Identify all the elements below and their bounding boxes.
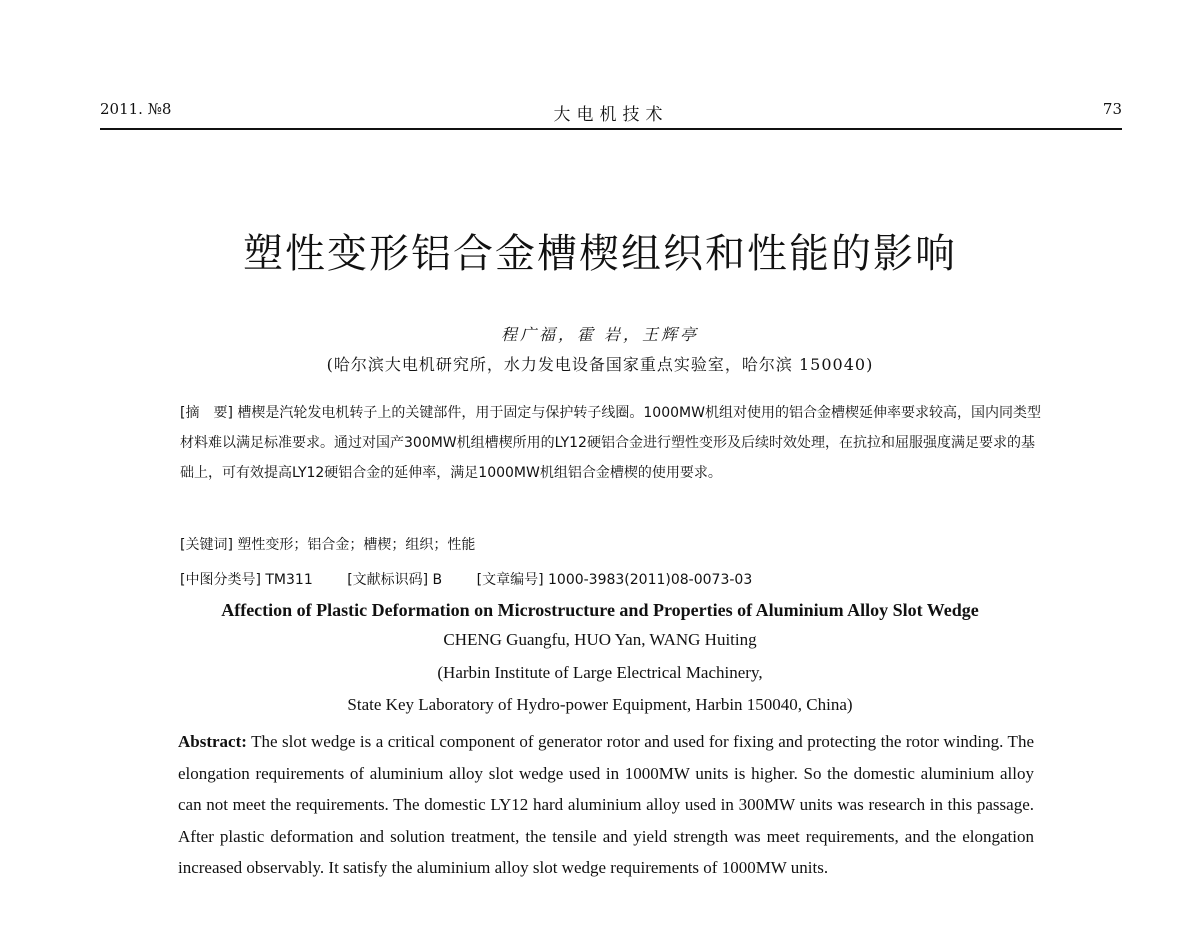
- abstract-en: [178, 726, 1034, 884]
- keywords-cn-text: 塑性变形；铝合金；槽楔；组织；性能: [237, 537, 476, 553]
- header-rule: [100, 128, 1122, 130]
- paper-title-en: Affection of Plastic Deformation on Microstructure and Properties of Aluminium Alloy Slot Wedge: [221, 600, 979, 620]
- running-header: [100, 100, 1122, 126]
- abstract-cn-text: 槽楔是汽轮发电机转子上的关键部件，用于固定与保护转子线圈。1000MW机组对使用的铝合金槽楔延伸率要求较高，国内同类型材料难以满足标准要求。通过对国产300MW机组槽楔所用的LY12硬铝合金进行塑性变形及后续时效处理，在抗拉和屈服强度满足要求的基础上，可有效提高LY12硬铝合金的延伸率，满足1000MW机组铝合金槽楔的使用要求。: [180, 405, 1041, 481]
- affiliation-en-line1: (Harbin Institute of Large Electrical Machinery,: [437, 663, 763, 682]
- abstract-cn: [180, 398, 1044, 488]
- article-number: [文章编号] 1000-3983(2011)08-0073-03: [476, 572, 753, 588]
- keywords-cn-label: [关键词]: [180, 537, 233, 553]
- issue-number: 2011. №8: [100, 100, 172, 118]
- page-number: 73: [1102, 100, 1122, 118]
- authors-cn: 程广福，霍 岩，王辉亭: [500, 325, 700, 344]
- paper-title-cn: 塑性变形铝合金槽楔组织和性能的影响: [243, 231, 957, 277]
- keywords-cn: [180, 530, 1044, 560]
- abstract-en-label: Abstract:: [178, 732, 247, 751]
- abstract-cn-label: [摘 要]: [180, 405, 233, 421]
- abstract-en-text: The slot wedge is a critical component of generator rotor and used for fixing and protecting the rotor winding. The elongation requirements of aluminium alloy slot wedge used in 1000MW units is higher. So the domestic aluminium alloy can not meet the requirements. The domestic LY12 hard aluminium alloy used in 300MW units was research in this passage. After plastic deformation and solution treatment, the tensile and yield strength was meet requirements, and the elongation increased observably. It satisfy the aluminium alloy slot wedge requirements of 1000MW units.: [178, 732, 1034, 877]
- journal-name: 大电机技术: [553, 105, 669, 125]
- classification-line: [180, 565, 1044, 595]
- affiliation-en-line2: State Key Laboratory of Hydro-power Equipment, Harbin 150040, China): [347, 695, 853, 714]
- document-code: [文献标识码] B: [347, 572, 443, 588]
- clc-number: [中图分类号] TM311: [180, 572, 313, 588]
- affiliation-cn: (哈尔滨大电机研究所，水力发电设备国家重点实验室，哈尔滨 150040): [326, 355, 874, 374]
- authors-en: CHENG Guangfu, HUO Yan, WANG Huiting: [443, 630, 757, 649]
